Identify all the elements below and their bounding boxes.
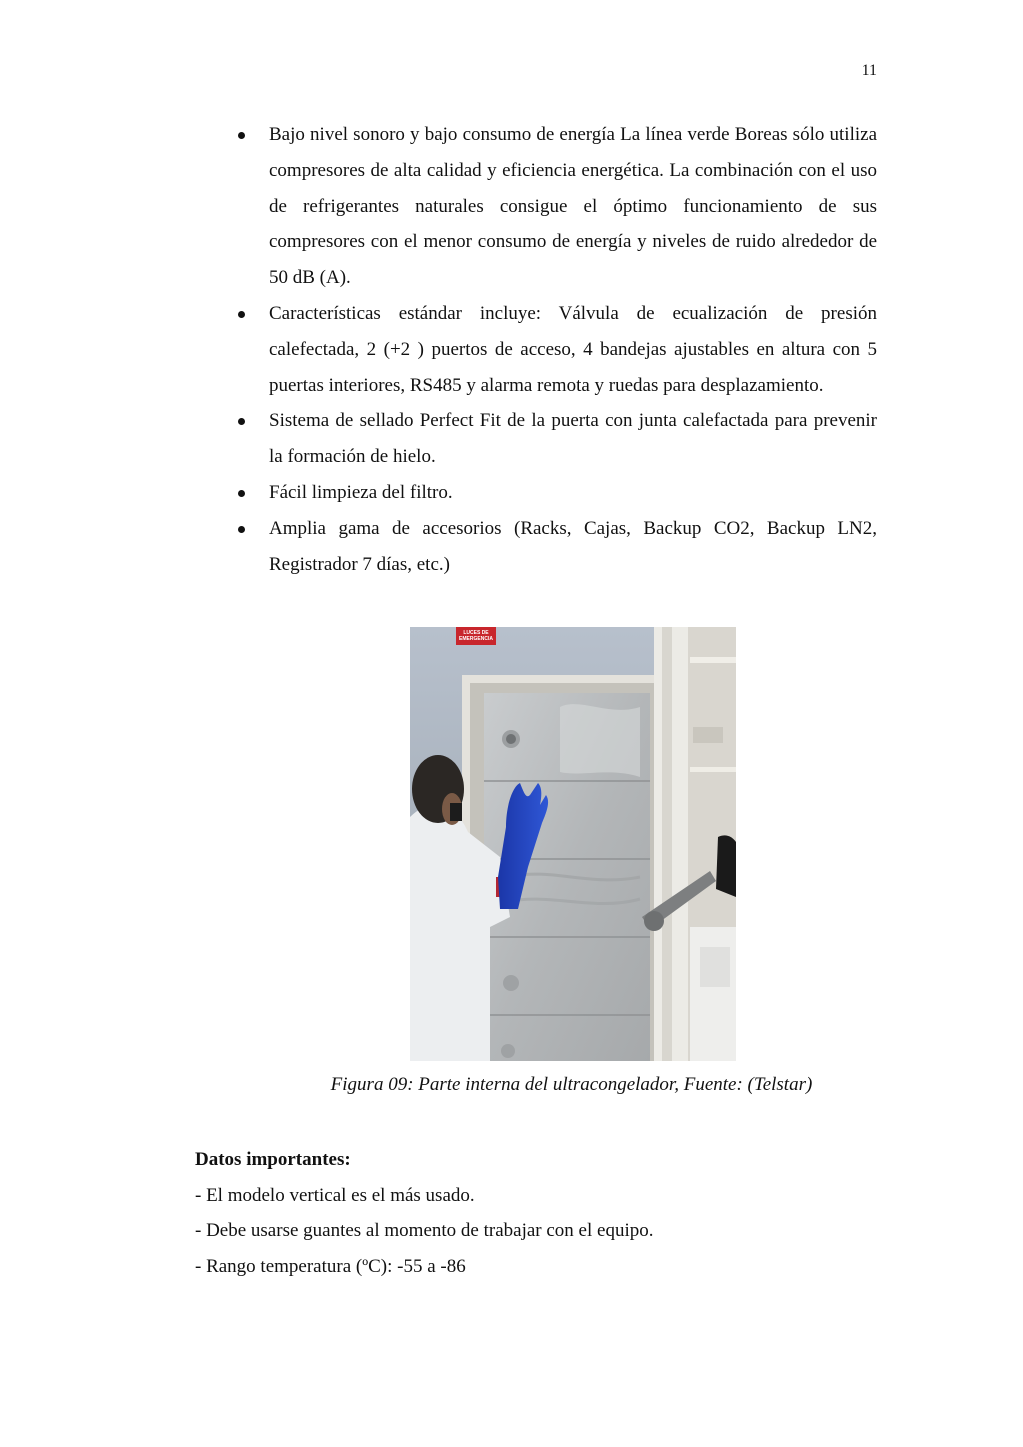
list-item	[232, 296, 877, 403]
bullet-icon	[238, 526, 245, 533]
freezer-photo	[410, 627, 736, 1061]
list-item-text: Bajo nivel sonoro y bajo consumo de energía La línea verde Boreas sólo utiliza compresores de alta calidad y eficiencia energética. La combinación con el uso de refrigerantes naturales consigue el óptimo funcionamiento de sus compresores con el menor consumo de energía y niveles de ruido alrededor de 50 dB (A).	[269, 124, 877, 289]
important-data-item: - El modelo vertical es el más usado.	[195, 1184, 475, 1206]
sign-text-line1: LUCES DE	[463, 630, 489, 636]
list-item-text: Características estándar incluye: Válvula de ecualización de presión calefectada, 2 (+2 ) puertos de acceso, 4 bandejas ajustables en altura con 5 puertas interiores, RS485 y alarma remota y ruedas para desplazamiento.	[269, 302, 877, 396]
feature-list	[232, 117, 877, 582]
list-item	[232, 117, 877, 296]
important-data	[195, 1142, 895, 1284]
list-item-text: Sistema de sellado Perfect Fit de la puerta con junta calefactada para prevenir la formación de hielo.	[269, 410, 877, 468]
important-data-item: - Rango temperatura (ºC): -55 a -86	[195, 1255, 466, 1277]
list-item	[232, 511, 877, 583]
important-data-item: - Debe usarse guantes al momento de trabajar con el equipo.	[195, 1220, 654, 1241]
bullet-icon	[238, 490, 245, 497]
bullet-icon	[238, 311, 245, 318]
figure-caption: Figura 09: Parte interna del ultracongelador, Fuente: (Telstar)	[330, 1074, 813, 1095]
bullet-icon	[238, 418, 245, 425]
list-item-text: Amplia gama de accesorios (Racks, Cajas, Backup CO2, Backup LN2, Registrador 7 días, etc.)	[269, 517, 877, 575]
sign-text-line2: EMERGENCIA	[459, 636, 493, 642]
list-item	[232, 475, 877, 511]
bullet-icon	[238, 132, 245, 139]
list-item	[232, 403, 877, 475]
important-data-title: Datos importantes:	[195, 1149, 351, 1170]
list-item-text: Fácil limpieza del filtro.	[269, 481, 453, 503]
page-number: 11	[861, 62, 877, 79]
